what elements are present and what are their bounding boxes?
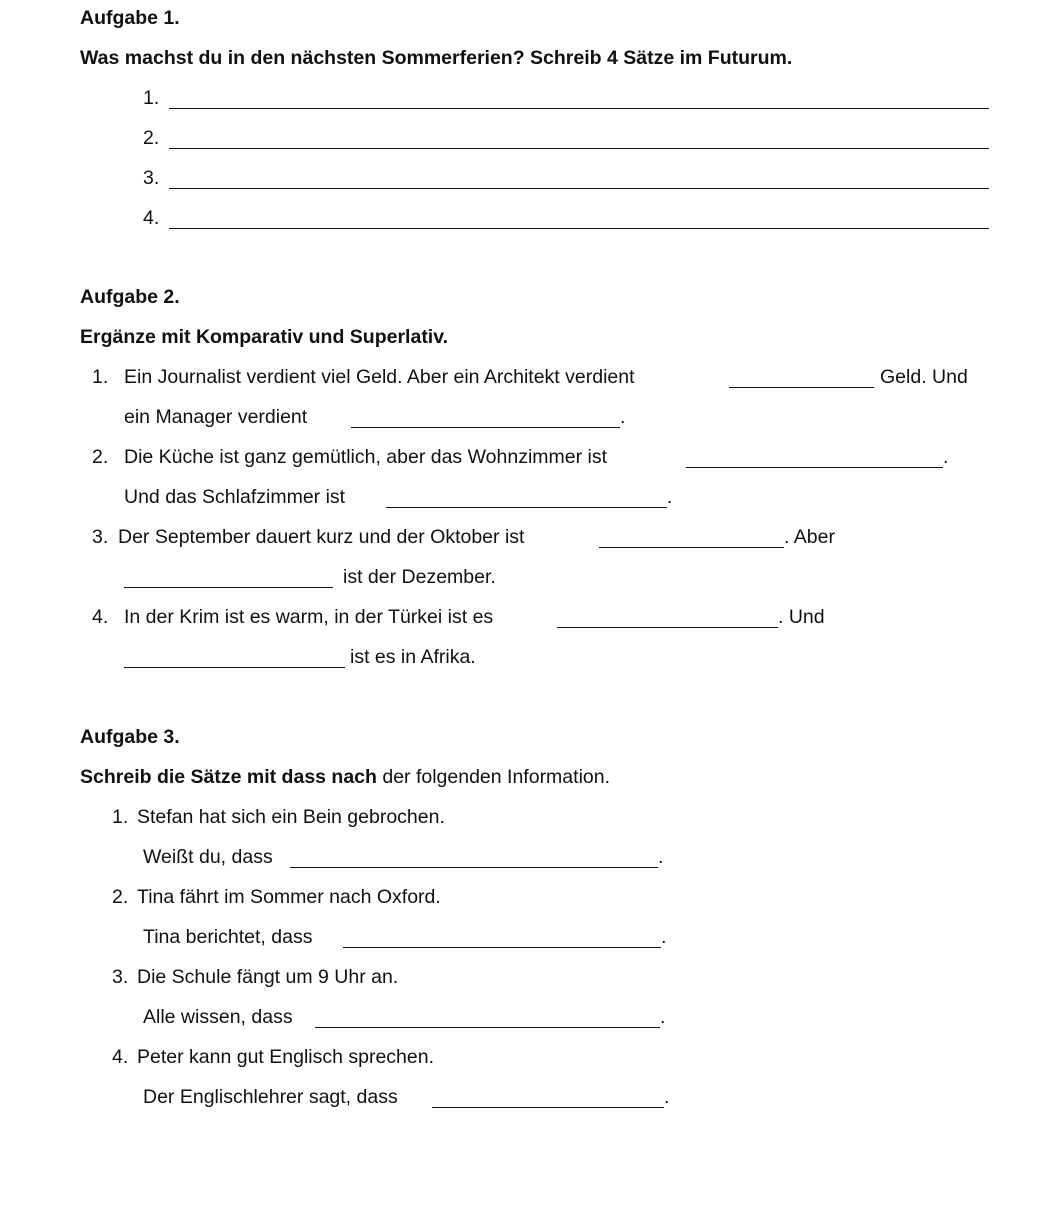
- task2-blank[interactable]: [124, 573, 333, 588]
- task3-sentence: Die Schule fängt um 9 Uhr an.: [137, 966, 399, 988]
- task2-item-text: . Und: [778, 606, 825, 628]
- task1-answer-line[interactable]: [169, 94, 989, 109]
- task3-sentence: Tina fährt im Sommer nach Oxford.: [137, 886, 441, 908]
- task1-line-number: 2.: [143, 127, 160, 149]
- task2-item-text: .: [667, 486, 673, 508]
- task3-instruction-bold: Schreib die Sätze mit dass nach: [80, 766, 377, 788]
- task3-end: .: [658, 846, 664, 868]
- task3-heading: Aufgabe 3.: [80, 726, 180, 748]
- task3-prompt: Weißt du, dass: [143, 846, 273, 868]
- task2-item-number: 2.: [92, 446, 109, 468]
- task3-blank[interactable]: [290, 853, 658, 868]
- task2-item-text: Der September dauert kurz und der Oktober ist: [118, 526, 525, 548]
- task3-prompt: Alle wissen, dass: [143, 1006, 293, 1028]
- task1-heading: Aufgabe 1.: [80, 7, 180, 29]
- task2-item-text: Und das Schlafzimmer ist: [124, 486, 346, 508]
- task3-prompt: Der Englischlehrer sagt, dass: [143, 1086, 398, 1108]
- task2-blank[interactable]: [386, 493, 667, 508]
- task3-item-number: 3.: [112, 966, 129, 988]
- task2-item-text: .: [620, 406, 626, 428]
- task3-sentence: Peter kann gut Englisch sprechen.: [137, 1046, 435, 1068]
- task2-item-text: Die Küche ist ganz gemütlich, aber das Wohnzimmer ist: [124, 446, 608, 468]
- task2-instruction: Ergänze mit Komparativ und Superlativ.: [80, 326, 449, 348]
- task3-item-number: 4.: [112, 1046, 129, 1068]
- task3-instruction: [80, 768, 610, 788]
- task3-blank[interactable]: [315, 1013, 660, 1028]
- task2-item-number: 1.: [92, 366, 109, 388]
- task2-blank[interactable]: [124, 653, 345, 668]
- task3-blank[interactable]: [343, 933, 661, 948]
- task2-item-text: ist der Dezember.: [343, 566, 496, 588]
- task2-blank[interactable]: [729, 373, 874, 388]
- task2-blank[interactable]: [557, 613, 778, 628]
- task3-sentence: Stefan hat sich ein Bein gebrochen.: [137, 806, 445, 828]
- task3-item-number: 2.: [112, 886, 129, 908]
- task3-end: .: [664, 1086, 670, 1108]
- task2-item-number: 3.: [92, 526, 109, 548]
- task3-prompt: Tina berichtet, dass: [143, 926, 313, 948]
- task2-heading: Aufgabe 2.: [80, 286, 180, 308]
- task2-item-text: In der Krim ist es warm, in der Türkei ist es: [124, 606, 494, 628]
- task2-item-text: ist es in Afrika.: [350, 646, 476, 668]
- task1-answer-line[interactable]: [169, 174, 989, 189]
- task1-line-number: 3.: [143, 167, 160, 189]
- task2-blank[interactable]: [686, 453, 943, 468]
- task3-end: .: [660, 1006, 666, 1028]
- task1-answer-line[interactable]: [169, 214, 989, 229]
- task2-item-text: .: [943, 446, 949, 468]
- task2-blank[interactable]: [351, 413, 620, 428]
- task1-instruction: Was machst du in den nächsten Sommerferien? Schreib 4 Sätze im Futurum.: [80, 47, 793, 69]
- task2-item-text: ein Manager verdient: [124, 406, 308, 428]
- task1-line-number: 1.: [143, 87, 160, 109]
- task2-item-number: 4.: [92, 606, 109, 628]
- task3-end: .: [661, 926, 667, 948]
- task3-instruction-rest: der folgenden Information.: [376, 766, 611, 788]
- task2-item-text: Ein Journalist verdient viel Geld. Aber ein Architekt verdient: [124, 366, 635, 388]
- task2-item-text: Geld. Und: [880, 366, 968, 388]
- task2-blank[interactable]: [599, 533, 784, 548]
- task1-answer-line[interactable]: [169, 134, 989, 149]
- task3-item-number: 1.: [112, 806, 129, 828]
- task1-line-number: 4.: [143, 207, 160, 229]
- task3-blank[interactable]: [432, 1093, 664, 1108]
- task2-item-text: . Aber: [784, 526, 835, 548]
